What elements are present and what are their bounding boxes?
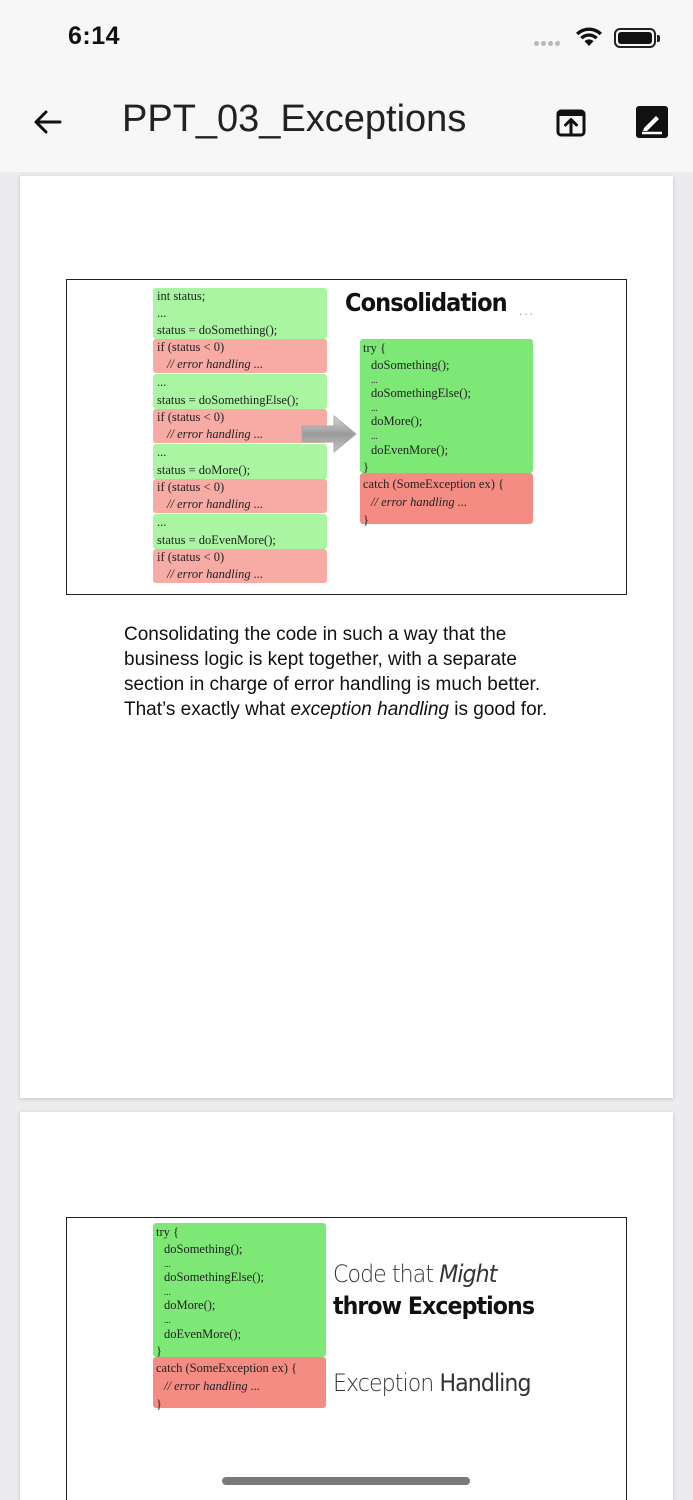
code-line: // error handling ... (167, 357, 264, 371)
label-throw-exceptions: throw Exceptions (333, 1292, 535, 1320)
code-line: ... (164, 1259, 171, 1269)
code-line: ... (371, 431, 378, 441)
code-line: doSomethingElse(); (371, 386, 471, 400)
code-line: // error handling ... (164, 1379, 261, 1393)
code-line: if (status < 0) (157, 340, 225, 354)
code-line: ... (157, 515, 167, 529)
code-line: // error handling ... (167, 427, 264, 441)
code-line: int status; (157, 289, 206, 303)
code-line: doSomethingElse(); (164, 1270, 264, 1284)
status-bar (0, 0, 693, 76)
label-exception-light: Exception (333, 1369, 440, 1397)
code-line: ... (371, 403, 378, 413)
code-line: ... (164, 1287, 171, 1297)
code-line: ... (371, 375, 378, 385)
document-page-2 (20, 1112, 673, 1500)
right-arrow-graphic (300, 414, 358, 454)
caption-emphasis: exception handling (290, 699, 449, 720)
code-line: doEvenMore(); (164, 1327, 242, 1341)
heading-ellipsis: ... (519, 304, 536, 318)
caption-text: Consolidating the code in such a way that the business logic is kept together, with a separate section in charge of error handling is much better. That’s exactly what (124, 624, 541, 720)
code-line: doMore(); (164, 1298, 216, 1312)
code-line: // error handling ... (167, 567, 264, 581)
code-line: } (156, 1344, 162, 1358)
code-line: status = doMore(); (157, 463, 251, 477)
slide-caption (124, 622, 574, 722)
code-line: doSomething(); (164, 1242, 243, 1256)
code-line: catch (SomeException ex) { (363, 477, 505, 491)
slide-consolidation (66, 279, 627, 595)
label-exception-handling (333, 1369, 531, 1397)
label-exception-bold: Handling (439, 1369, 531, 1397)
code-line: status = doSomething(); (157, 323, 278, 337)
code-line: try { (156, 1225, 180, 1239)
code-line: } (363, 460, 369, 474)
status-time: 6:14 (68, 22, 121, 50)
code-line: if (status < 0) (157, 550, 225, 564)
code-line: ... (164, 1315, 171, 1325)
code-line: } (156, 1397, 162, 1411)
document-viewer[interactable] (0, 172, 693, 1500)
code-line: // error handling ... (167, 497, 264, 511)
code-line: doMore(); (371, 414, 423, 428)
document-page-1 (20, 176, 673, 1098)
code-line: // error handling ... (371, 495, 468, 509)
navigation-bar (0, 76, 693, 172)
back-arrow-icon[interactable] (28, 102, 68, 142)
code-line: catch (SomeException ex) { (156, 1361, 298, 1375)
code-line: ... (157, 306, 167, 320)
code-line: } (363, 513, 369, 527)
label-might-throw (333, 1260, 496, 1288)
code-line: doSomething(); (371, 358, 450, 372)
code-line: status = doEvenMore(); (157, 533, 276, 547)
markup-pen-icon[interactable] (632, 102, 672, 142)
code-line: try { (363, 341, 387, 355)
battery-icon (614, 28, 656, 48)
label-might-throw-emphasis: Might (439, 1260, 497, 1288)
cellular-signal-icon (534, 41, 560, 46)
label-might-throw-light: Code that (333, 1260, 440, 1288)
home-indicator[interactable] (222, 1477, 470, 1485)
code-line: if (status < 0) (157, 410, 225, 424)
slide-try-catch (66, 1217, 627, 1500)
document-title: PPT_03_Exceptions (122, 98, 467, 140)
code-line: doEvenMore(); (371, 443, 449, 457)
code-line: ... (157, 375, 167, 389)
slide-heading: Consolidation (345, 288, 507, 317)
code-line: if (status < 0) (157, 480, 225, 494)
share-icon[interactable] (553, 104, 589, 140)
wifi-icon (575, 26, 603, 48)
code-line: status = doSomethingElse(); (157, 393, 299, 407)
code-line: ... (157, 445, 167, 459)
caption-text-end: is good for. (448, 699, 548, 720)
